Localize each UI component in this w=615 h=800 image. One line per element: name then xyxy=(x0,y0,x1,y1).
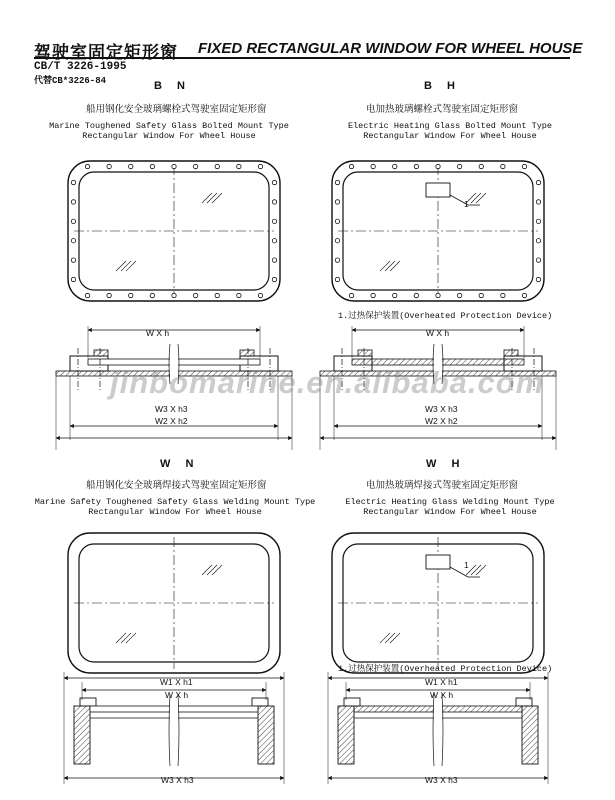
bh-bolt-hole xyxy=(457,293,461,297)
dim-bn-wxh: W X h xyxy=(146,328,170,338)
wh-frame-wall xyxy=(522,706,538,764)
bh-protection-device xyxy=(426,183,450,197)
wn-glass-mark xyxy=(126,633,136,643)
bh-bolt-hole xyxy=(414,164,418,168)
bh-glass-mark xyxy=(390,261,400,271)
bh-bolt-hole xyxy=(393,164,397,168)
wh-glass-mark xyxy=(471,565,481,575)
bh-bolt-hole xyxy=(335,180,339,184)
wh-glass-mark xyxy=(380,633,390,643)
panel-wh-name-en: Electric Heating Glass Welding Mount Type Rectangular Window For Wheel House xyxy=(345,497,555,517)
bh-bolt-hole xyxy=(393,293,397,297)
bh-bolt-hole xyxy=(436,293,440,297)
bh-bolt-hole xyxy=(371,293,375,297)
dim-bh-wxh: W X h xyxy=(426,328,450,338)
dim-bh-w2xh2: W2 X h2 xyxy=(425,416,458,426)
bn-clamp-ring xyxy=(94,350,108,356)
bn-bolt-hole xyxy=(71,277,75,281)
bh-bolt-hole xyxy=(536,239,540,243)
panel-wn-name-cn: 船用钢化安全玻璃焊接式驾驶室固定矩形窗 xyxy=(86,480,267,491)
panel-bh-name-cn: 电加热玻璃螺栓式驾驶室固定矩形窗 xyxy=(366,104,519,115)
bn-glass-mark xyxy=(121,261,131,271)
bn-bolt-hole xyxy=(129,293,133,297)
bn-bolt-hole xyxy=(237,293,241,297)
bh-bolt-hole xyxy=(536,277,540,281)
bh-glass-mark xyxy=(476,193,486,203)
bh-bolt-hole xyxy=(335,239,339,243)
panel-bn-code: B N xyxy=(154,80,191,92)
bn-glass-mark xyxy=(126,261,136,271)
title-english: FIXED RECTANGULAR WINDOW FOR WHEEL HOUSE xyxy=(198,40,583,57)
bn-bolt-hole xyxy=(85,293,89,297)
wh-break-gap xyxy=(434,694,442,766)
panel-bh-code: B H xyxy=(424,80,461,92)
bn-bolt-hole xyxy=(71,180,75,184)
bh-glass-mark xyxy=(380,261,390,271)
dim-bh-w3xh3: W3 X h3 xyxy=(425,404,458,414)
bn-front-view xyxy=(68,161,280,301)
bn-bolt-hole xyxy=(71,219,75,223)
wn-glass-mark xyxy=(121,633,131,643)
panel-wn-name-en: Marine Safety Toughened Safety Glass Welding Mount Type Rectangular Window For Wheel House xyxy=(34,497,316,517)
bn-bolt-hole xyxy=(71,200,75,204)
wh-clamp-ring xyxy=(516,698,532,706)
dim-bn-w2xh2: W2 X h2 xyxy=(155,416,188,426)
bh-bolt-hole xyxy=(371,164,375,168)
standard-number: CB/T 3226-1995 xyxy=(34,61,127,73)
bh-bolt-hole xyxy=(457,164,461,168)
bh-bolt-hole xyxy=(335,219,339,223)
bn-bolt-hole xyxy=(129,164,133,168)
wh-glass-mark xyxy=(390,633,400,643)
panel-bh-note: 1.过热保护装置(Overheated Protection Device) xyxy=(338,311,553,321)
bn-bolt-hole xyxy=(172,164,176,168)
bh-bolt-hole xyxy=(436,164,440,168)
bh-bolt-hole xyxy=(349,164,353,168)
wn-clamp-ring xyxy=(80,698,96,706)
wn-glass-mark xyxy=(207,565,217,575)
bn-bolt-hole xyxy=(193,293,197,297)
bn-bolt-hole xyxy=(71,239,75,243)
dim-wh-w1xh1: W1 X h1 xyxy=(425,677,458,687)
bn-bolt-hole xyxy=(272,239,276,243)
dim-wn-w3xh3: W3 X h3 xyxy=(161,775,194,785)
wh-glass-mark xyxy=(385,633,395,643)
bn-glass-mark xyxy=(207,193,217,203)
panel-wh-note: 1.过热保护装置(Overheated Protection Device) xyxy=(338,664,553,674)
bh-bolt-hole xyxy=(522,293,526,297)
dim-wh-w3xh3: W3 X h3 xyxy=(425,775,458,785)
wn-glass-mark xyxy=(202,565,212,575)
dim-bn-w3xh3: W3 X h3 xyxy=(155,404,188,414)
wn-glass-mark xyxy=(116,633,126,643)
wn-glass-mark xyxy=(212,565,222,575)
bh-bolt-hole xyxy=(536,258,540,262)
bh-clamp-ring xyxy=(504,350,518,356)
wh-section-view xyxy=(328,672,548,784)
bh-clamp-ring xyxy=(358,350,372,356)
bn-bolt-hole xyxy=(107,164,111,168)
bn-bolt-hole xyxy=(258,293,262,297)
bn-clamp-ring xyxy=(240,350,254,356)
title-chinese: 驾驶室固定矩形窗 xyxy=(34,43,178,62)
panel-bh-name-en: Electric Heating Glass Bolted Mount Type Rectangular Window For Wheel House xyxy=(347,121,553,141)
dim-wn-w1xh1: W1 X h1 xyxy=(160,677,193,687)
wn-frame-wall xyxy=(258,706,274,764)
bn-bolt-hole xyxy=(237,164,241,168)
bn-bolt-hole xyxy=(272,180,276,184)
bh-glass-mark xyxy=(471,193,481,203)
bn-bolt-hole xyxy=(215,164,219,168)
bn-bolt-hole xyxy=(193,164,197,168)
dim-wh-wxh: W X h xyxy=(430,690,454,700)
bh-bolt-hole xyxy=(536,180,540,184)
panel-wn-code: W N xyxy=(160,458,200,470)
panel-wh-callout: 1 xyxy=(464,560,469,570)
bh-bolt-hole xyxy=(479,293,483,297)
bh-bolt-hole xyxy=(501,293,505,297)
bn-bolt-hole xyxy=(272,200,276,204)
wh-clamp-ring xyxy=(344,698,360,706)
bh-bolt-hole xyxy=(536,219,540,223)
bn-bolt-hole xyxy=(272,219,276,223)
bn-bolt-hole xyxy=(150,293,154,297)
replaced-standard: 代替CB*3226-84 xyxy=(34,76,107,86)
bh-front-view xyxy=(332,161,544,301)
wn-clamp-ring xyxy=(252,698,268,706)
panel-bn-name-en: Marine Toughened Safety Glass Bolted Mount Type Rectangular Window For Wheel House xyxy=(49,121,289,141)
bn-glass-mark xyxy=(116,261,126,271)
bh-bolt-hole xyxy=(522,164,526,168)
bn-bolt-hole xyxy=(85,164,89,168)
wn-section-view xyxy=(64,672,284,784)
watermark: jinbomarine.en.alibaba.com xyxy=(110,365,545,400)
bh-bolt-hole xyxy=(479,164,483,168)
bn-bolt-hole xyxy=(172,293,176,297)
bn-glass-mark xyxy=(202,193,212,203)
bn-bolt-hole xyxy=(215,293,219,297)
bn-bolt-hole xyxy=(258,164,262,168)
bn-bolt-hole xyxy=(272,258,276,262)
bh-bolt-hole xyxy=(335,277,339,281)
panel-wh-code: W H xyxy=(426,458,466,470)
wh-glass-mark xyxy=(476,565,486,575)
wh-frame-wall xyxy=(338,706,354,764)
bh-bolt-hole xyxy=(536,200,540,204)
wh-protection-device xyxy=(426,555,450,569)
bh-bolt-hole xyxy=(414,293,418,297)
wn-front-view xyxy=(68,533,280,673)
panel-wh-name-cn: 电加热玻璃焊接式驾驶室固定矩形窗 xyxy=(366,480,519,491)
wn-frame-wall xyxy=(74,706,90,764)
dim-wn-wxh: W X h xyxy=(165,690,189,700)
panel-bh-callout: 1 xyxy=(464,199,469,209)
bh-bolt-hole xyxy=(501,164,505,168)
wn-break-gap xyxy=(170,694,178,766)
bh-glass-mark xyxy=(385,261,395,271)
bn-bolt-hole xyxy=(107,293,111,297)
bh-bolt-hole xyxy=(349,293,353,297)
bn-bolt-hole xyxy=(272,277,276,281)
wh-front-view xyxy=(332,533,544,673)
bh-bolt-hole xyxy=(335,258,339,262)
bn-bolt-hole xyxy=(71,258,75,262)
bn-bolt-hole xyxy=(150,164,154,168)
panel-bn-name-cn: 船用钢化安全玻璃螺栓式驾驶室固定矩形窗 xyxy=(86,104,267,115)
front-views xyxy=(68,161,544,673)
bh-bolt-hole xyxy=(335,200,339,204)
bn-glass-mark xyxy=(212,193,222,203)
